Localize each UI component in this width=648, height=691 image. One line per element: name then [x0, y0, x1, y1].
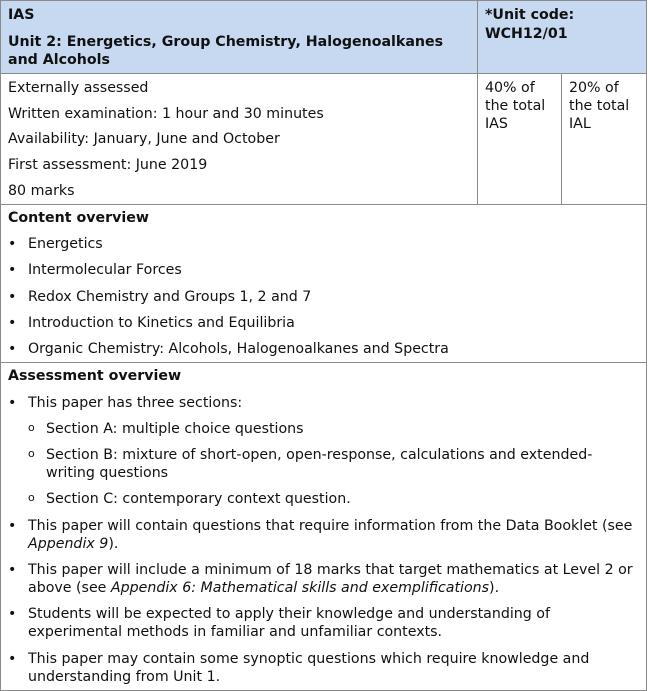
- list-item: • Intermolecular Forces: [8, 261, 639, 279]
- info-line: Externally assessed: [8, 80, 149, 96]
- list-item: • Organic Chemistry: Alcohols, Halogenoalkanes and Spectra: [8, 340, 639, 358]
- assessment-overview-title: Assessment overview: [8, 368, 182, 385]
- list-item: • Redox Chemistry and Groups 1, 2 and 7: [8, 288, 639, 306]
- content-overview-list: [8, 235, 639, 358]
- list-item: • This paper may contain some synoptic questions which require knowledge and understanding from Unit 1.: [8, 650, 639, 686]
- ial-percent-cell: [562, 74, 647, 205]
- info-line: Availability: January, June and October: [8, 131, 280, 148]
- info-line: 80 marks: [8, 182, 75, 199]
- info-line: First assessment: June 2019: [8, 157, 208, 174]
- unit-code: WCH12/01: [485, 26, 568, 42]
- list-item: • Introduction to Kinetics and Equilibria: [8, 314, 639, 332]
- info-row: [1, 74, 647, 205]
- appendix-reference: Appendix 6: Mathematical skills and exemplifications: [110, 580, 490, 597]
- header-row: [1, 1, 647, 74]
- content-overview-row: [1, 204, 647, 362]
- list-item: [8, 394, 639, 509]
- section-item: o Section C: contemporary context question.: [8, 490, 639, 508]
- section-item: o Section B: mixture of short-open, open-response, calculations and extended-writing questions: [8, 446, 639, 482]
- ias-percent: 40% of the total IAS: [485, 80, 546, 132]
- assessment-info-cell: [1, 74, 478, 205]
- assessment-overview-list: [8, 394, 639, 686]
- assessment-overview-row: [1, 363, 647, 690]
- item-text: This paper will contain questions that require information from the Data Booklet (see: [28, 517, 633, 534]
- assessment-overview-cell: [1, 363, 647, 690]
- unit-code-label: *Unit code:: [485, 7, 575, 23]
- ias-percent-cell: [478, 74, 562, 205]
- qualification-label: IAS: [8, 7, 35, 23]
- list-item: [8, 561, 639, 597]
- list-item: [8, 517, 639, 553]
- section-item: o Section A: multiple choice questions: [8, 420, 639, 438]
- list-item: • Students will be expected to apply their knowledge and understanding of experimental methods in familiar and unfamiliar contexts.: [8, 605, 639, 641]
- unit-code-cell: [478, 1, 647, 74]
- ial-percent: 20% of the total IAL: [569, 80, 630, 132]
- appendix-reference: Appendix 9: [28, 535, 109, 552]
- content-overview-cell: [1, 204, 647, 362]
- sections-intro: This paper has three sections:: [28, 394, 243, 411]
- info-line: Written examination: 1 hour and 30 minutes: [8, 105, 324, 122]
- unit-title-cell: [1, 1, 478, 74]
- item-text: This paper will include a minimum of 18 marks that target mathematics at Level 2 or above (see: [28, 562, 633, 597]
- sections-list: [8, 420, 639, 509]
- content-overview-title: Content overview: [8, 209, 149, 226]
- unit-title: Unit 2: Energetics, Group Chemistry, Halogenoalkanes and Alcohols: [8, 34, 444, 68]
- item-text: ).: [489, 580, 500, 597]
- list-item: • Energetics: [8, 235, 639, 253]
- item-text: ).: [108, 535, 119, 552]
